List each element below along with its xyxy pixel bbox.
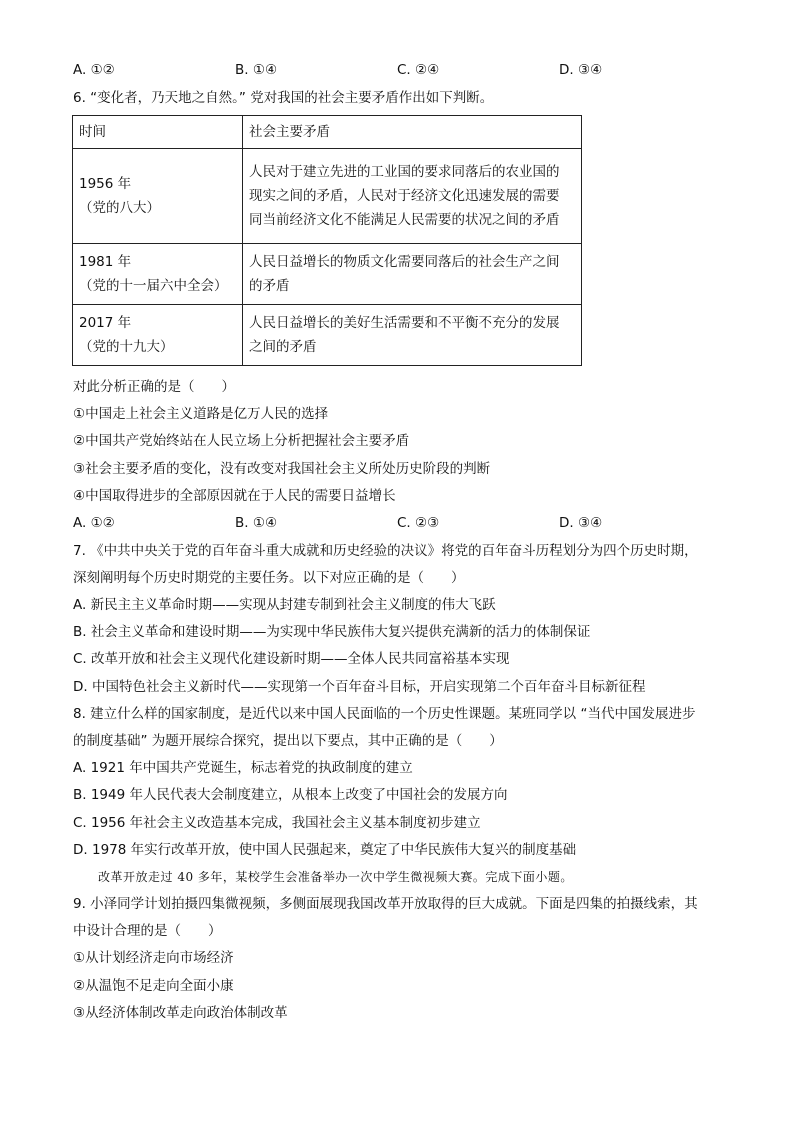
contradiction-line: 的矛盾 — [249, 278, 290, 294]
q8-option-c: C. 1956 年社会主义改造基本完成，我国社会主义基本制度初步建立 — [73, 815, 481, 831]
table-cell-contradiction — [243, 305, 582, 366]
table-row — [73, 305, 582, 366]
table-cell-contradiction — [243, 149, 582, 244]
q5-option-c: C. ②④ — [397, 62, 440, 78]
q6-statement-2: ②中国共产党始终站在人民立场上分析把握社会主要矛盾 — [73, 433, 410, 449]
q7-option-b: B. 社会主义革命和建设时期——为实现中华民族伟大复兴提供充满新的活力的体制保证 — [73, 624, 591, 640]
time-event: （党的十一届六中全会） — [79, 278, 228, 294]
table-row — [73, 244, 582, 305]
q7-option-d: D. 中国特色社会主义新时代——实现第一个百年奋斗目标，开启实现第二个百年奋斗目标新征程 — [73, 679, 646, 695]
time-year: 1956 年 — [79, 176, 132, 192]
q5-option-b: B. ①④ — [235, 62, 278, 78]
q9-statement-1: ①从计划经济走向市场经济 — [73, 950, 234, 966]
time-year: 2017 年 — [79, 315, 132, 331]
q8-option-b: B. 1949 年人民代表大会制度建立，从根本上改变了中国社会的发展方向 — [73, 787, 508, 803]
contradiction-line: 之间的矛盾 — [249, 339, 317, 355]
q6-option-c: C. ②③ — [397, 515, 440, 531]
table-header-contradiction: 社会主要矛盾 — [243, 116, 582, 149]
contradiction-line: 同当前经济文化不能满足人民需要的状况之间的矛盾 — [249, 212, 560, 228]
q7-stem-line-1: 7. 《中共中央关于党的百年奋斗重大成就和历史经验的决议》将党的百年奋斗历程划分为四个历史时期， — [73, 543, 698, 559]
table-cell-time — [73, 244, 243, 305]
q6-option-b: B. ①④ — [235, 515, 278, 531]
q5-option-a: A. ①② — [73, 62, 115, 78]
q9-stem-line-2: 中设计合理的是（ ） — [73, 923, 222, 939]
q6-statement-1: ①中国走上社会主义道路是亿万人民的选择 — [73, 406, 329, 422]
table-header-row — [73, 116, 582, 149]
q8-option-a: A. 1921 年中国共产党诞生，标志着党的执政制度的建立 — [73, 760, 413, 776]
q9-stem-line-1: 9. 小泽同学计划拍摄四集微视频，多侧面展现我国改革开放取得的巨大成就。下面是四集的拍摄线索，其 — [73, 896, 698, 912]
q6-option-d: D. ③④ — [559, 515, 603, 531]
time-event: （党的八大） — [79, 200, 160, 216]
group-instruction: 改革开放走过 40 多年，某校学生会准备举办一次中学生微视频大赛。完成下面小题。 — [98, 870, 573, 884]
contradiction-line: 现实之间的矛盾，人民对于经济文化迅速发展的需要 — [249, 188, 560, 204]
table-row — [73, 149, 582, 244]
table-cell-time — [73, 305, 243, 366]
q6-table — [72, 115, 582, 366]
q6-option-a: A. ①② — [73, 515, 115, 531]
q8-option-d: D. 1978 年实行改革开放，使中国人民强起来，奠定了中华民族伟大复兴的制度基础 — [73, 842, 577, 858]
q8-stem-line-2: 的制度基础” 为题开展综合探究，提出以下要点，其中正确的是（ ） — [73, 733, 503, 749]
q7-option-a: A. 新民主主义革命时期——实现从封建专制到社会主义制度的伟大飞跃 — [73, 597, 496, 613]
table-cell-time — [73, 149, 243, 244]
q9-statement-2: ②从温饱不足走向全面小康 — [73, 978, 234, 994]
q6-statement-4: ④中国取得进步的全部原因就在于人民的需要日益增长 — [73, 488, 396, 504]
q7-stem-line-2: 深刻阐明每个历史时期党的主要任务。以下对应正确的是（ ） — [73, 570, 465, 586]
time-event: （党的十九大） — [79, 339, 174, 355]
q7-option-c: C. 改革开放和社会主义现代化建设新时期——全体人民共同富裕基本实现 — [73, 651, 510, 667]
q5-option-d: D. ③④ — [559, 62, 603, 78]
q6-question: 对此分析正确的是（ ） — [73, 379, 235, 395]
q6-stem: 6. “变化者，乃天地之自然。” 党对我国的社会主要矛盾作出如下判断。 — [73, 90, 494, 106]
table-header-time: 时间 — [73, 116, 243, 149]
q8-stem-line-1: 8. 建立什么样的国家制度，是近代以来中国人民面临的一个历史性课题。某班同学以 “当代中国发展进步 — [73, 706, 696, 722]
contradiction-line: 人民日益增长的美好生活需要和不平衡不充分的发展 — [249, 315, 560, 331]
q6-statement-3: ③社会主要矛盾的变化，没有改变对我国社会主义所处历史阶段的判断 — [73, 461, 491, 477]
contradiction-line: 人民对于建立先进的工业国的要求同落后的农业国的 — [249, 164, 560, 180]
contradiction-line: 人民日益增长的物质文化需要同落后的社会生产之间 — [249, 254, 560, 270]
time-year: 1981 年 — [79, 254, 132, 270]
table-cell-contradiction — [243, 244, 582, 305]
q9-statement-3: ③从经济体制改革走向政治体制改革 — [73, 1005, 288, 1021]
